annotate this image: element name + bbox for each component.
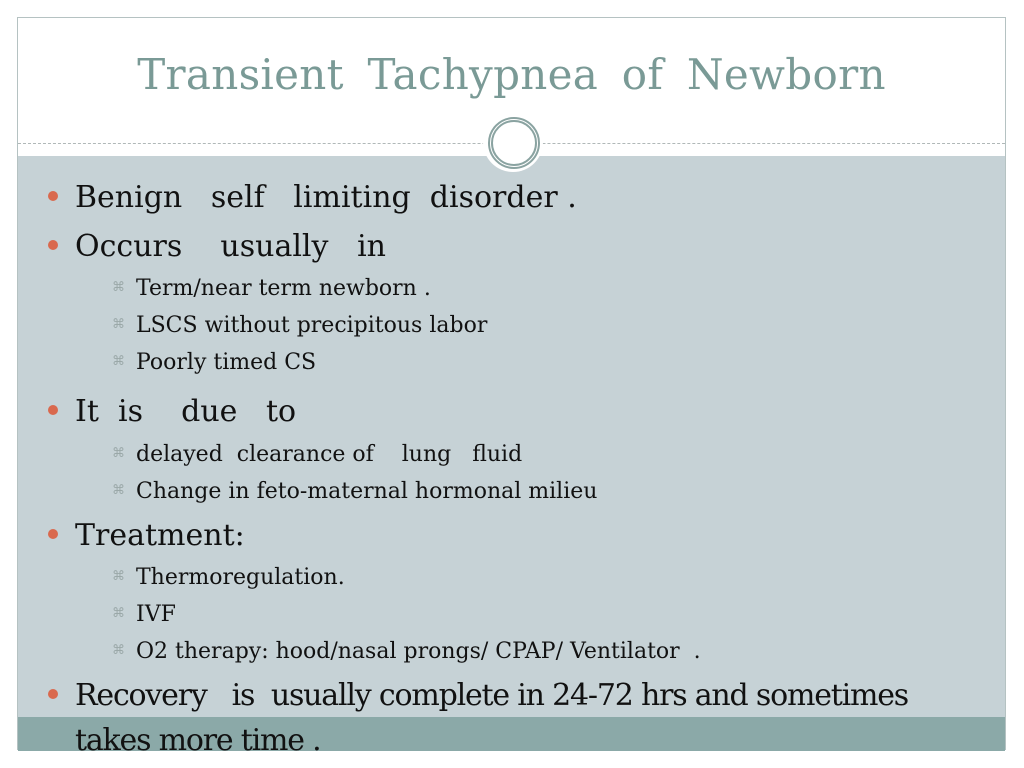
sub-bullet-icon: ⌘ <box>112 642 125 658</box>
bullet-item <box>48 518 245 553</box>
sub-bullet-text: Change in feto-maternal hormonal milieu <box>136 479 598 504</box>
bullet-item <box>48 678 908 713</box>
bullet-dot-icon <box>48 240 58 250</box>
sub-bullet-item <box>112 315 487 337</box>
bullet-dot-icon <box>48 689 58 699</box>
sub-bullet-text: delayed clearance of lung fluid <box>136 442 523 467</box>
sub-bullet-item <box>112 481 597 503</box>
bullet-text: Recovery is usually complete in 24-72 hrs and sometimes <box>75 678 908 713</box>
bullet-dot-icon <box>48 529 58 539</box>
sub-bullet-item <box>112 444 522 466</box>
sub-bullet-text: LSCS without precipitous labor <box>136 313 488 338</box>
sub-bullet-text: Thermoregulation. <box>136 565 345 590</box>
sub-bullet-item <box>112 641 701 663</box>
bullet-item <box>48 394 297 429</box>
bullet-text: Occurs usually in <box>75 229 386 264</box>
sub-bullet-text: Poorly timed CS <box>136 350 317 375</box>
sub-bullet-icon: ⌘ <box>112 445 125 461</box>
sub-bullet-text: O2 therapy: hood/nasal prongs/ CPAP/ Ventilator . <box>136 639 701 664</box>
sub-bullet-icon: ⌘ <box>112 279 125 295</box>
bullet-continuation: takes more time . <box>75 723 321 758</box>
bullet-text: Treatment: <box>75 518 245 553</box>
sub-bullet-text: Term/near term newborn . <box>136 276 431 301</box>
bullet-text: Benign self limiting disorder . <box>75 180 577 215</box>
sub-bullet-icon: ⌘ <box>112 482 125 498</box>
sub-bullet-text: IVF <box>136 602 176 627</box>
sub-bullet-item <box>112 567 345 589</box>
sub-bullet-icon: ⌘ <box>112 568 125 584</box>
sub-bullet-icon: ⌘ <box>112 353 125 369</box>
sub-bullet-item <box>112 604 176 626</box>
bullet-dot-icon <box>48 405 58 415</box>
bullet-dot-icon <box>48 191 58 201</box>
sub-bullet-icon: ⌘ <box>112 605 125 621</box>
sub-bullet-item <box>112 352 316 374</box>
bullet-text: It is due to <box>75 394 297 429</box>
bullet-item <box>48 180 577 215</box>
sub-bullet-icon: ⌘ <box>112 316 125 332</box>
slide-title: Transient Tachypnea of Newborn <box>137 50 886 99</box>
sub-bullet-item <box>112 278 431 300</box>
bullet-item <box>48 229 386 264</box>
